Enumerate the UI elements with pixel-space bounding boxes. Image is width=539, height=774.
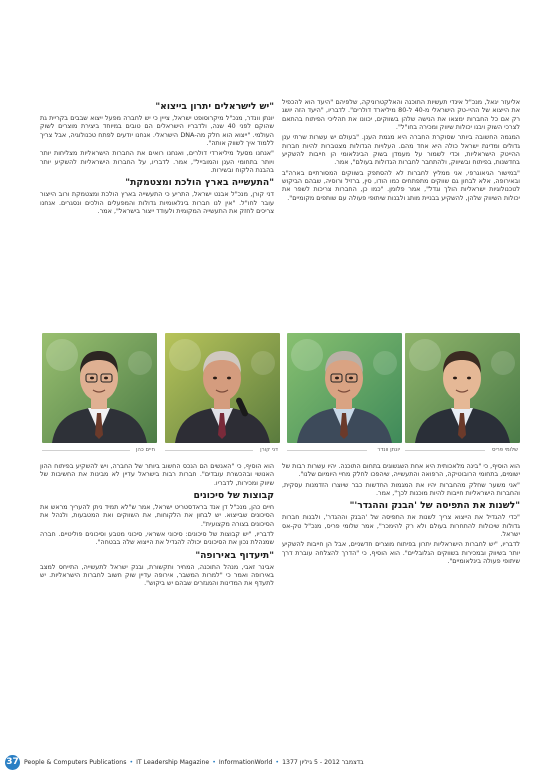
photo-caption: יונתן וונדר	[287, 445, 402, 456]
photo-caption: חיים כהן	[42, 445, 157, 456]
photo-caption: שלומי פריס	[405, 445, 520, 456]
left-eye	[90, 377, 94, 380]
article-paragraph: חיים כהן, מנכ"ל דן אנד בראדסטריט ישראל, אמר ש"לא תמיד ניתן להעריך מראש את הסיכונים שבייצוא. יש לבחון את הלקוחות, את השווקים ואת המטבעות, ולנהל את הסיכונים בצורה מקצועית".	[40, 503, 274, 528]
article-paragraph: הוא הוסיף, כי "בינה מלאכותית היא אחת השגשוגים בתחום התוכנה. יהיו עשרות רבות של ישומים, בתחומי הרובוטיקה, הרפואה והתעשייה, שיהפכו לחלק מחיי היומיום שלנו".	[281, 462, 520, 479]
background-blur	[491, 351, 515, 375]
background-blur	[128, 351, 152, 375]
photo-caption: דני קורן	[165, 445, 280, 456]
subheading: "יש לישראלים יתרון בייצוא"	[155, 101, 274, 112]
subheading: "התעשייה בארץ הולכת ומצטמקת"	[125, 177, 274, 189]
photo-shlomi-fris	[405, 333, 520, 443]
portrait-illustration	[405, 333, 520, 443]
footer-item: InformationWorld	[218, 759, 273, 766]
left-eye	[453, 377, 457, 380]
footer-item: IT Leadership Magazine	[136, 759, 210, 766]
article-paragraph: הוא הוסיף, כי "האנשים הם הנכס החשוב ביותר של החברה, ויש להשקיע בפיתוח ההון האנושי ובהכשרת עובדים". חברות רבות בישראל עדיין לא מבינות את החשיבות של שיווק ומכירות, לדבריו.	[40, 462, 274, 487]
left-eye	[213, 377, 217, 380]
background-blur	[409, 339, 441, 371]
article-paragraph: "במישור הגיאוגרפי, אני ממליץ לחברות לא להסתפק בשווקים המסורתיים בארה"ב ובאירופה, אלא לבחון גם שווקים מתפתחים כמו הודו, סין, ברזיל ורוסיה, שבהם הביקוש לטכנולוגיות ישראליות הולך וגדל", אמר פלומן. "כמו כן, החברות צריכות לשפר את יכולות השיווק שלהן, להשקיע בבניית מותג ולבנות שיתופי פעולה עם שותפים מקומיים".	[282, 168, 520, 202]
portrait-illustration	[165, 333, 280, 443]
footer-item: בדצמבר 2012 - 5 גיליון 1377	[282, 759, 364, 766]
article-paragraph: המגמה החשובה ביותר שסוקרת החברה היא מגמת הענן. "בעולם יש עשרות שרתי ענן גדולים ומדינת ישראל כולה היא אחד מהם. העלויות הגדולות מצטברות להיות חברות ההייטק הישראליות, וכדי לשמור על מעמדן בשוק הבינלאומי הן חייבות להשקיע בחדשנות, בפיתוח ובשיווק, ולהתחבר לחברות הגדולות בעולם", אמר.	[282, 133, 520, 167]
article-paragraph: "אני משער שחלק מהחברות יהיו את המגמות החדשות כבר שיוצרו הזדמנות עסקית, והחברות הישראליות חייבות להיות מוכנות לכך", אמר.	[282, 480, 520, 498]
separator-bullet: •	[129, 759, 134, 766]
article-paragraph: "כדי להגדיל את הייצוא צריך לשנות את התפיסה של 'הבנק וההגדר', ולבנות חברות גדולות שיכולות להתחרות בעולם ולא רק להימכר", אמר שלומי פריס, מנכ"ל טק-אס ישראל.	[282, 513, 520, 539]
right-eye	[227, 377, 231, 380]
photo-haim-cohen	[42, 333, 157, 443]
background-blur	[373, 351, 397, 375]
subheading: "תיעדוף באירופה"	[195, 549, 274, 561]
article-column-top-right	[282, 98, 520, 324]
photo-yonatan-wonder	[287, 333, 402, 443]
article-paragraph: יונתן וונדר, מנכ"ל מיקרוסופט ישראל, צייין כי יש לחברה מפעל ייצוא שבבים בקריית גת שהוקם לפני 40 שנה, ולדבריו הישראלים הם טובים במיוחד ביצירת מוצרים לשוק העולמי. "ייצוא הוא חלק מה-DNA הישראלי. אנחנו יודעים לפתח טכנולוגיה, אבל צריך ללמוד איך לשווק אותה".	[40, 114, 274, 148]
right-eye	[104, 377, 108, 380]
article-paragraph: דני קורן, מנכ"ל אבנט ישראל, התריע כי התעשייה בארץ הולכת ומצטמקת ורוב הייצור עובר לחו"ל. "אין לנו חברות בינלאומיות גדולות והמפעלים הולכים ונסגרים. אנחנו צריכים לחזק את התעשייה המקומית ולעודד ייצור בישראל", אמר.	[40, 190, 274, 216]
article-paragraph: לדבריו, "יש לחברות הישראליות יתרון בפיתוח מוצרים חדשניים, אבל הן חייבות להשקיע יותר בשיווק ובמכירות בשווקים הגלובליים". הוא הוסיף, כי "הדרך להצלחה עוברת דרך שיתופי פעולה בינלאומיים".	[282, 540, 520, 566]
footer-publication-line	[24, 758, 364, 767]
subheading: "לשנות את התפיסה של 'הבנק וההגדר'"	[349, 500, 520, 512]
article-paragraph: לדבריו, "יש קבוצות של סיכונים: סיכוני אשראי, סיכוני מטבע וסיכונים פוליטיים. חברה שמנהלת נכון את הסיכונים יכולה להגדיל את הייצוא שלה בבטחה".	[40, 530, 274, 547]
article-paragraph: אבינר זאבי, מנהל התוכנה, המחיר ותקשורת, ובנק ישראל לתעשייה, התייחס למצב באירופה ואמר כי "למרות המשבר, אירופה עדיין שוק חשוב לחברות הישראליות. יש לתעדף את המדינות והמגזרים שבהם יש ביקוש".	[40, 562, 274, 588]
portrait-illustration	[287, 333, 402, 443]
separator-bullet: •	[212, 759, 216, 766]
right-eye	[349, 377, 353, 380]
background-blur	[169, 339, 201, 371]
background-blur	[251, 351, 275, 375]
background-blur	[46, 339, 78, 371]
article-paragraph: אליעזר יגאל, מנכ"ל אינדי תעשיות התוכנה והאלקטרוניקה, שלפיהם "היעד הוא להכפיל את הייצוא של ההיי-טק הישראלי מ-40 ל-80 מיליארד דולרים". לדבריו, "היעד הזה יושג רק אם כל החברות ימצאו את הנישה שלהן בשווקים, יכוונו את תהליכי הפיתוח בהתאם לצרכי השוק ויבנו יכולות שיווק ומכירה בחו"ל".	[282, 98, 520, 132]
left-eye	[335, 377, 339, 380]
background-blur	[291, 339, 323, 371]
article-column-top-left	[40, 98, 274, 324]
article-column-bottom-right	[282, 462, 520, 748]
article-paragraph: "אנחנו מסעל מיליארדי דולרים, ואנחנו רואים את החברות הישראליות מצליחות יותר ויותר בתחומי הענן והמובייל", אמר. לדבריו, על החברות הישראליות להשקיע יותר בהבנת הלקוח ובשירות.	[40, 149, 274, 175]
footer-item: People & Computers Publications	[24, 759, 127, 766]
page-number: 37	[5, 755, 20, 770]
portrait-illustration	[42, 333, 157, 443]
subheading: קבוצות של סיכונים	[193, 490, 274, 502]
separator-bullet: •	[275, 759, 280, 766]
page-footer	[0, 753, 539, 773]
photo-dani-koren	[165, 333, 280, 443]
article-column-bottom-left	[40, 462, 274, 748]
right-eye	[467, 377, 471, 380]
